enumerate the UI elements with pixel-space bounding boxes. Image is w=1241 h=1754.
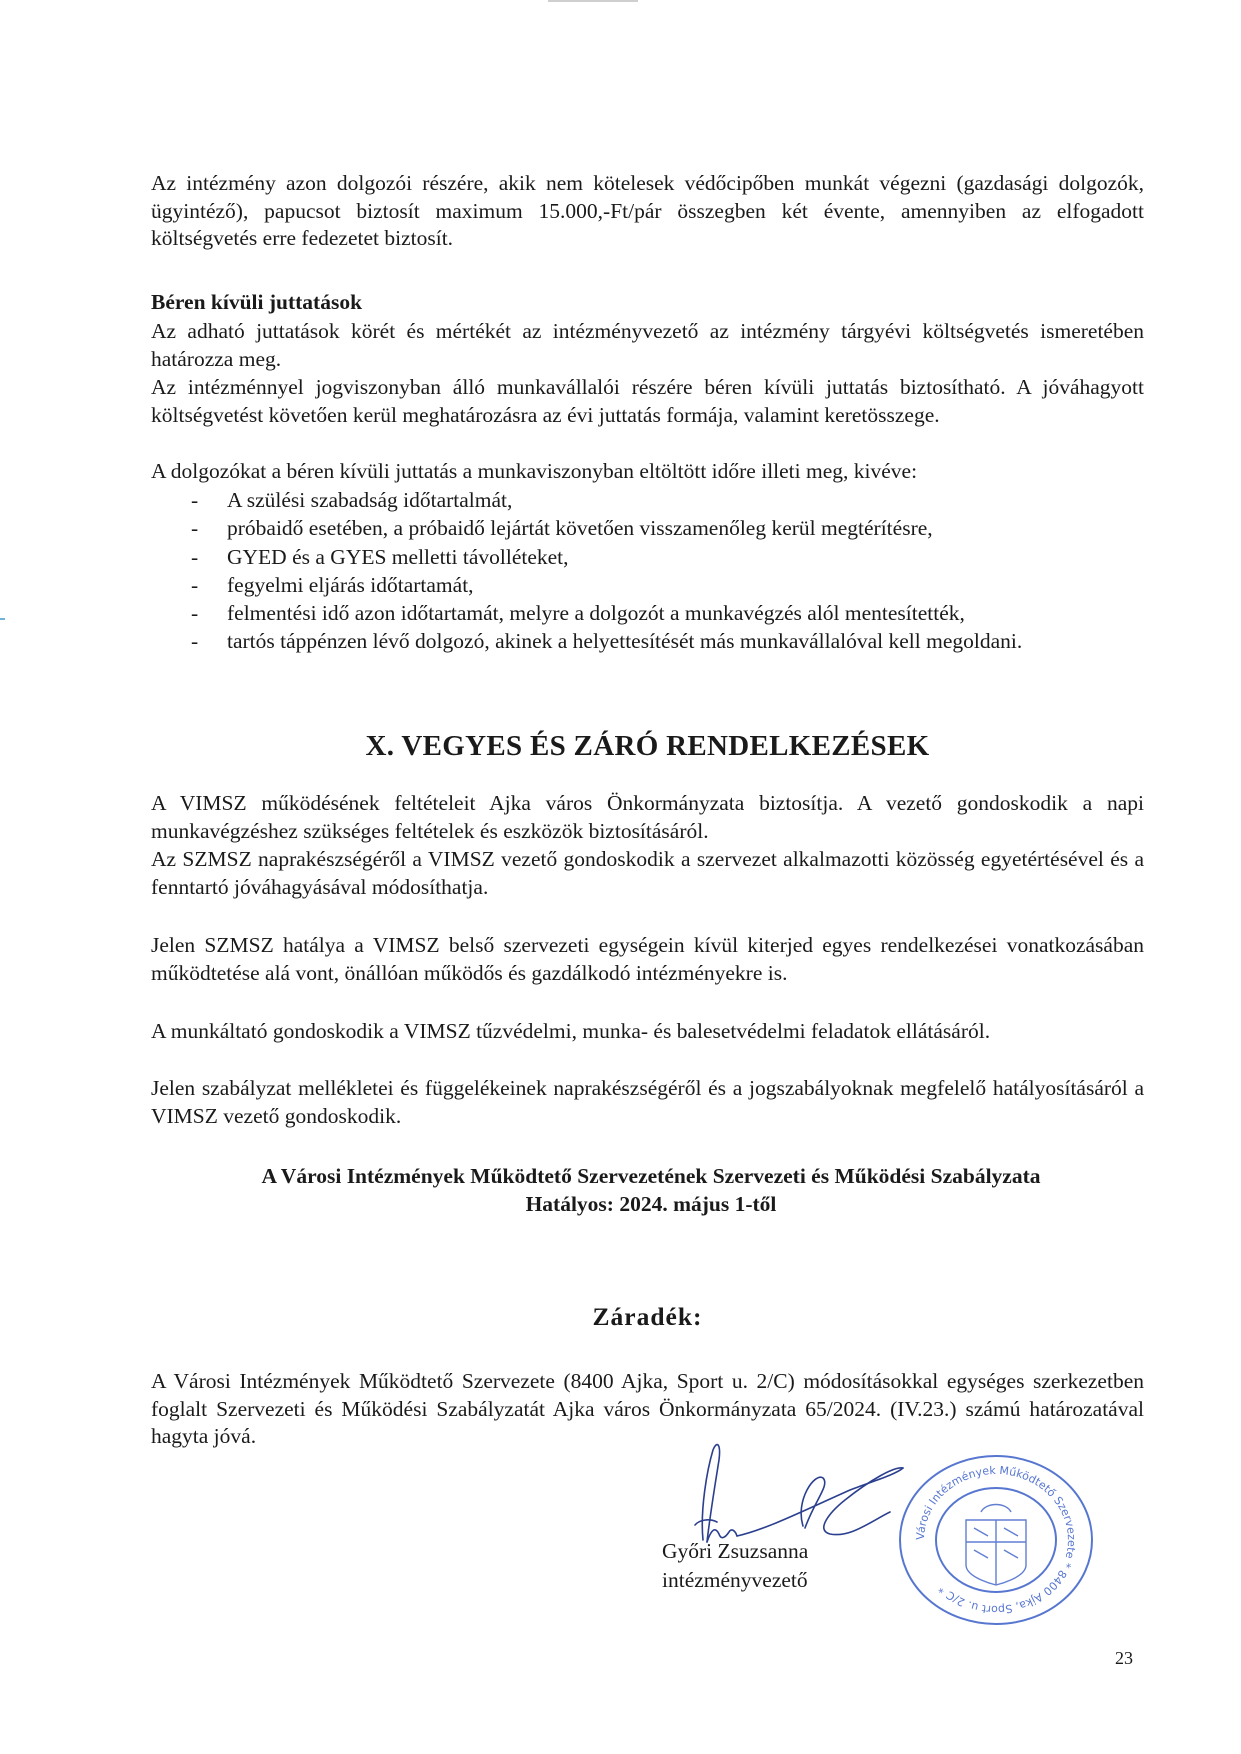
list-item: - GYED és a GYES melletti távolléteket, <box>191 544 569 569</box>
scan-margin-mark <box>0 618 5 620</box>
paragraph-chapter-3: Jelen SZMSZ hatálya a VIMSZ belső szervezeti egységein kívül kiterjed egyes rendelkezései vonatkozásában működtetése alá vont, önállóan működős és gazdálkodó intézményekre is. <box>151 933 1144 985</box>
chapter-title: X. VEGYES ÉS ZÁRÓ RENDELKEZÉSEK <box>365 730 930 762</box>
list-item: - próbaidő esetében, a próbaidő lejártát követően visszamenőleg kerül megtérítésre, <box>191 516 933 541</box>
signer-block <box>662 1537 808 1595</box>
paragraph-benefits-2: Az intézménnyel jogviszonyban álló munkavállalói részére béren kívüli juttatás biztosítható. A jóváhagyott költségvetést követően kerül meghatározásra az évi juttatás formája, valamint keretösszege. <box>151 375 1144 427</box>
scan-top-mark <box>548 0 638 2</box>
list-item: - tartós táppénzen lévő dolgozó, akinek a helyettesítését más munkavállalóval kell megoldani. <box>191 629 1023 654</box>
svg-text:Városi Intézmények Működtető S: Városi Intézmények Működtető Szervezete * 8400 Ajka, Sport u. 2/C * <box>913 1463 1079 1617</box>
paragraph-chapter-2: Az SZMSZ naprakészségéről a VIMSZ vezető gondoskodik a szervezet alkalmazotti közösség egyetértésével és a fenntartó jóváhagyásával módosíthatja. <box>151 847 1144 899</box>
list-item-text: tartós táppénzen lévő dolgozó, akinek a helyettesítését más munkavállalóval kell megoldani. <box>227 629 1023 654</box>
list-item-text: próbaidő esetében, a próbaidő lejártát követően visszamenőleg kerül megtérítésre, <box>227 516 933 541</box>
clause-text: A Városi Intézmények Működtető Szervezete (8400 Ajka, Sport u. 2/C) módosításokkal egységes szerkezetben foglalt Szervezeti és Működési Szabályzatát Ajka város Önkormányzata 65/2024. (IV.23.) számú határozatával hagyta jóvá. <box>151 1369 1144 1448</box>
signer-name: Győri Zsuzsanna <box>662 1539 809 1563</box>
list-item: - felmentési idő azon időtartamát, melyre a dolgozót a munkavégzés alól mentesítették, <box>191 601 965 626</box>
list-item: - fegyelmi eljárás időtartamát, <box>191 572 474 597</box>
paragraph-chapter-5: Jelen szabályzat mellékletei és függelékeinek naprakészségéről és a jogszabályoknak megfelelő hatályosításáról a VIMSZ vezető gondoskodik. <box>151 1076 1144 1128</box>
clause-title: Záradék: <box>592 1302 703 1331</box>
list-item-text: fegyelmi eljárás időtartamát, <box>227 572 474 597</box>
list-item: - A szülési szabadság időtartalmát, <box>191 488 513 512</box>
paragraph-shoes: Az intézmény azon dolgozói részére, akik nem kötelesek védőcipőben munkát végezni (gazdasági dolgozók, ügyintéző), papucsot biztosít maximum 15.000,-Ft/pár összegben két évente, amennyiben az elfogadott költségvetés erre fedezetet biztosít. <box>151 171 1144 250</box>
paragraph-chapter-4: A munkáltató gondoskodik a VIMSZ tűzvédelmi, munka- és balesetvédelmi feladatok ellátásáról. <box>151 1019 991 1043</box>
paragraph-benefits-3: A dolgozókat a béren kívüli juttatás a munkaviszonyban eltöltött időre illeti meg, kivéve: <box>151 459 918 483</box>
official-round-stamp <box>886 1450 1106 1630</box>
validity-date: Hatályos: 2024. május 1-től <box>525 1192 777 1216</box>
exceptions-list <box>151 486 1151 656</box>
page-number: 23 <box>1115 1648 1133 1668</box>
list-item-text: GYED és a GYES melletti távolléteket, <box>227 544 569 569</box>
list-item-text: felmentési idő azon időtartamát, melyre a dolgozót a munkavégzés alól mentesítették, <box>227 601 965 626</box>
paragraph-benefits-1: Az adható juttatások körét és mértékét az intézményvezető az intézmény tárgyévi költségvetés ismeretében határozza meg. <box>151 319 1144 371</box>
signer-title: intézményvezető <box>662 1568 808 1592</box>
paragraph-chapter-1: A VIMSZ működésének feltételeit Ajka város Önkormányzata biztosítja. A vezető gondoskodik a napi munkavégzéshez szükséges feltételek és eszközök biztosításáról. <box>151 791 1144 843</box>
section-heading-benefits: Béren kívüli juttatások <box>151 290 363 314</box>
list-item-text: A szülési szabadság időtartalmát, <box>227 488 513 512</box>
validity-title: A Városi Intézmények Működtető Szervezetének Szervezeti és Működési Szabályzata <box>261 1164 1041 1188</box>
